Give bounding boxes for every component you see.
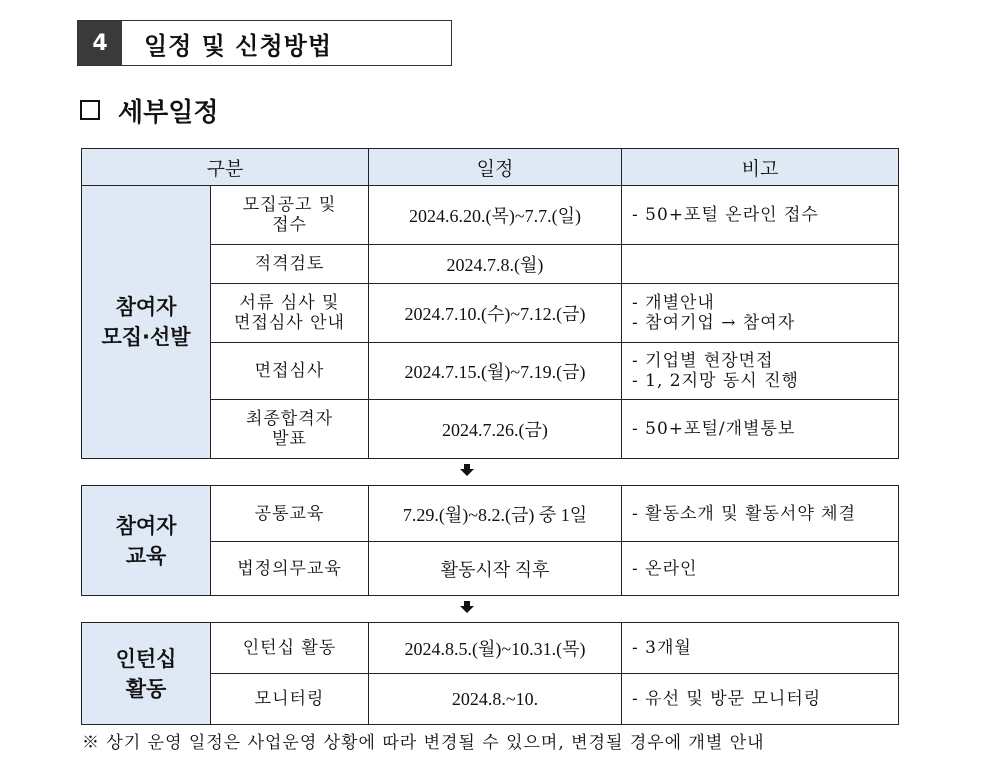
section-header: [77, 20, 452, 66]
item-cell: 모집공고 및 접수: [211, 186, 369, 245]
header-notes: 비고: [622, 149, 899, 186]
down-arrow-icon: [458, 463, 476, 477]
item-cell: 법정의무교육: [211, 542, 369, 596]
empty-square-icon: [80, 100, 100, 120]
item-cell: 적격검토: [211, 245, 369, 284]
note-cell: - 50+포털 온라인 접수: [622, 186, 899, 245]
header-date: 일정: [369, 149, 622, 186]
date-cell: 활동시작 직후: [369, 542, 622, 596]
date-cell: 2024.7.15.(월)~7.19.(금): [369, 343, 622, 400]
date-cell: 7.29.(월)~8.2.(금) 중 1일: [369, 486, 622, 542]
table-row: [82, 186, 899, 245]
date-cell: 2024.7.8.(월): [369, 245, 622, 284]
note-cell: - 기업별 현장면접 - 1, 2지망 동시 진행: [622, 343, 899, 400]
note-cell: - 유선 및 방문 모니터링: [622, 674, 899, 725]
footnote: ※ 상기 운영 일정은 사업운영 상황에 따라 변경될 수 있으며, 변경될 경우에 개별 안내: [82, 733, 765, 753]
item-cell: 면접심사: [211, 343, 369, 400]
schedule-table-internship: [81, 622, 899, 725]
date-cell: 2024.6.20.(목)~7.7.(일): [369, 186, 622, 245]
date-cell: 2024.8.5.(월)~10.31.(목): [369, 623, 622, 674]
note-cell: - 3개월: [622, 623, 899, 674]
note-cell: - 50+포털/개별통보: [622, 400, 899, 459]
section-title: 일정 및 신청방법: [144, 31, 332, 60]
table-row: [82, 623, 899, 674]
category-cell: 참여자 모집·선발: [82, 186, 211, 459]
category-cell: 인턴십 활동: [82, 623, 211, 725]
category-cell: 참여자 교육: [82, 486, 211, 596]
down-arrow-icon: [458, 600, 476, 614]
item-cell: 모니터링: [211, 674, 369, 725]
header-category: 구분: [82, 149, 369, 186]
item-cell: 최종합격자 발표: [211, 400, 369, 459]
section-number: 4: [78, 21, 122, 65]
note-cell: - 활동소개 및 활동서약 체결: [622, 486, 899, 542]
item-cell: 서류 심사 및 면접심사 안내: [211, 284, 369, 343]
sub-heading: [80, 90, 218, 130]
date-cell: 2024.7.26.(금): [369, 400, 622, 459]
item-cell: 공통교육: [211, 486, 369, 542]
note-cell: [622, 245, 899, 284]
date-cell: 2024.8.~10.: [369, 674, 622, 725]
schedule-table-education: [81, 485, 899, 596]
schedule-table-recruitment: [81, 148, 899, 459]
note-cell: - 개별안내 - 참여기업 → 참여자: [622, 284, 899, 343]
item-cell: 인턴십 활동: [211, 623, 369, 674]
date-cell: 2024.7.10.(수)~7.12.(금): [369, 284, 622, 343]
table-header-row: [82, 149, 899, 186]
table-row: [82, 486, 899, 542]
sub-heading-text: 세부일정: [118, 97, 219, 128]
note-cell: - 온라인: [622, 542, 899, 596]
